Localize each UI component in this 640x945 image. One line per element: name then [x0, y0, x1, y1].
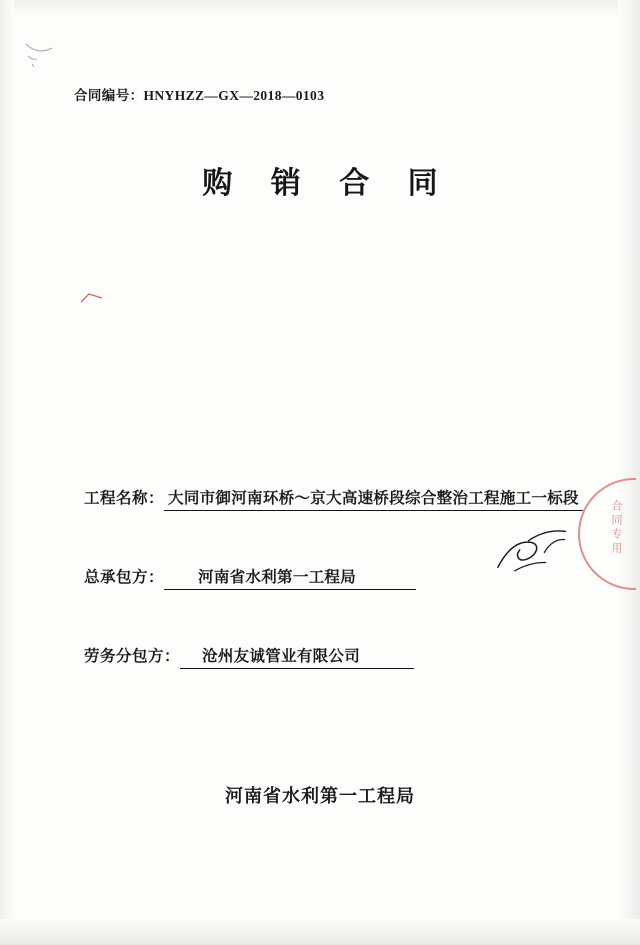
field-labor-subcontractor: [84, 644, 564, 669]
field-general-contractor: [84, 565, 564, 590]
field-project-name-label: 工程名称：: [84, 489, 165, 507]
field-general-contractor-label: 总承包方：: [84, 568, 165, 586]
issuing-organization: 河南省水利第一工程局: [225, 786, 415, 807]
page-edge-bottom: [0, 919, 640, 945]
red-check-mark-icon: [80, 292, 104, 306]
field-project-name: [84, 486, 579, 511]
contract-fields: [84, 486, 579, 723]
page-title: 购 销 合 同: [202, 166, 452, 201]
red-seal-fragment: [578, 478, 636, 590]
field-general-contractor-value: 河南省水利第一工程局: [164, 565, 416, 590]
contract-number: 合同编号：HNYHZZ—GX—2018—0103: [74, 88, 325, 103]
field-labor-subcontractor-value: 沧州友诚管业有限公司: [180, 644, 414, 669]
pencil-mark-icon: [22, 40, 62, 70]
field-project-name-value: 大同市御河南环桥～京大高速桥段综合整治工程施工一标段: [164, 486, 583, 511]
red-seal-text: 合同专用: [610, 500, 622, 556]
field-labor-subcontractor-label: 劳务分包方：: [84, 647, 181, 665]
page-edge-top: [0, 0, 640, 16]
